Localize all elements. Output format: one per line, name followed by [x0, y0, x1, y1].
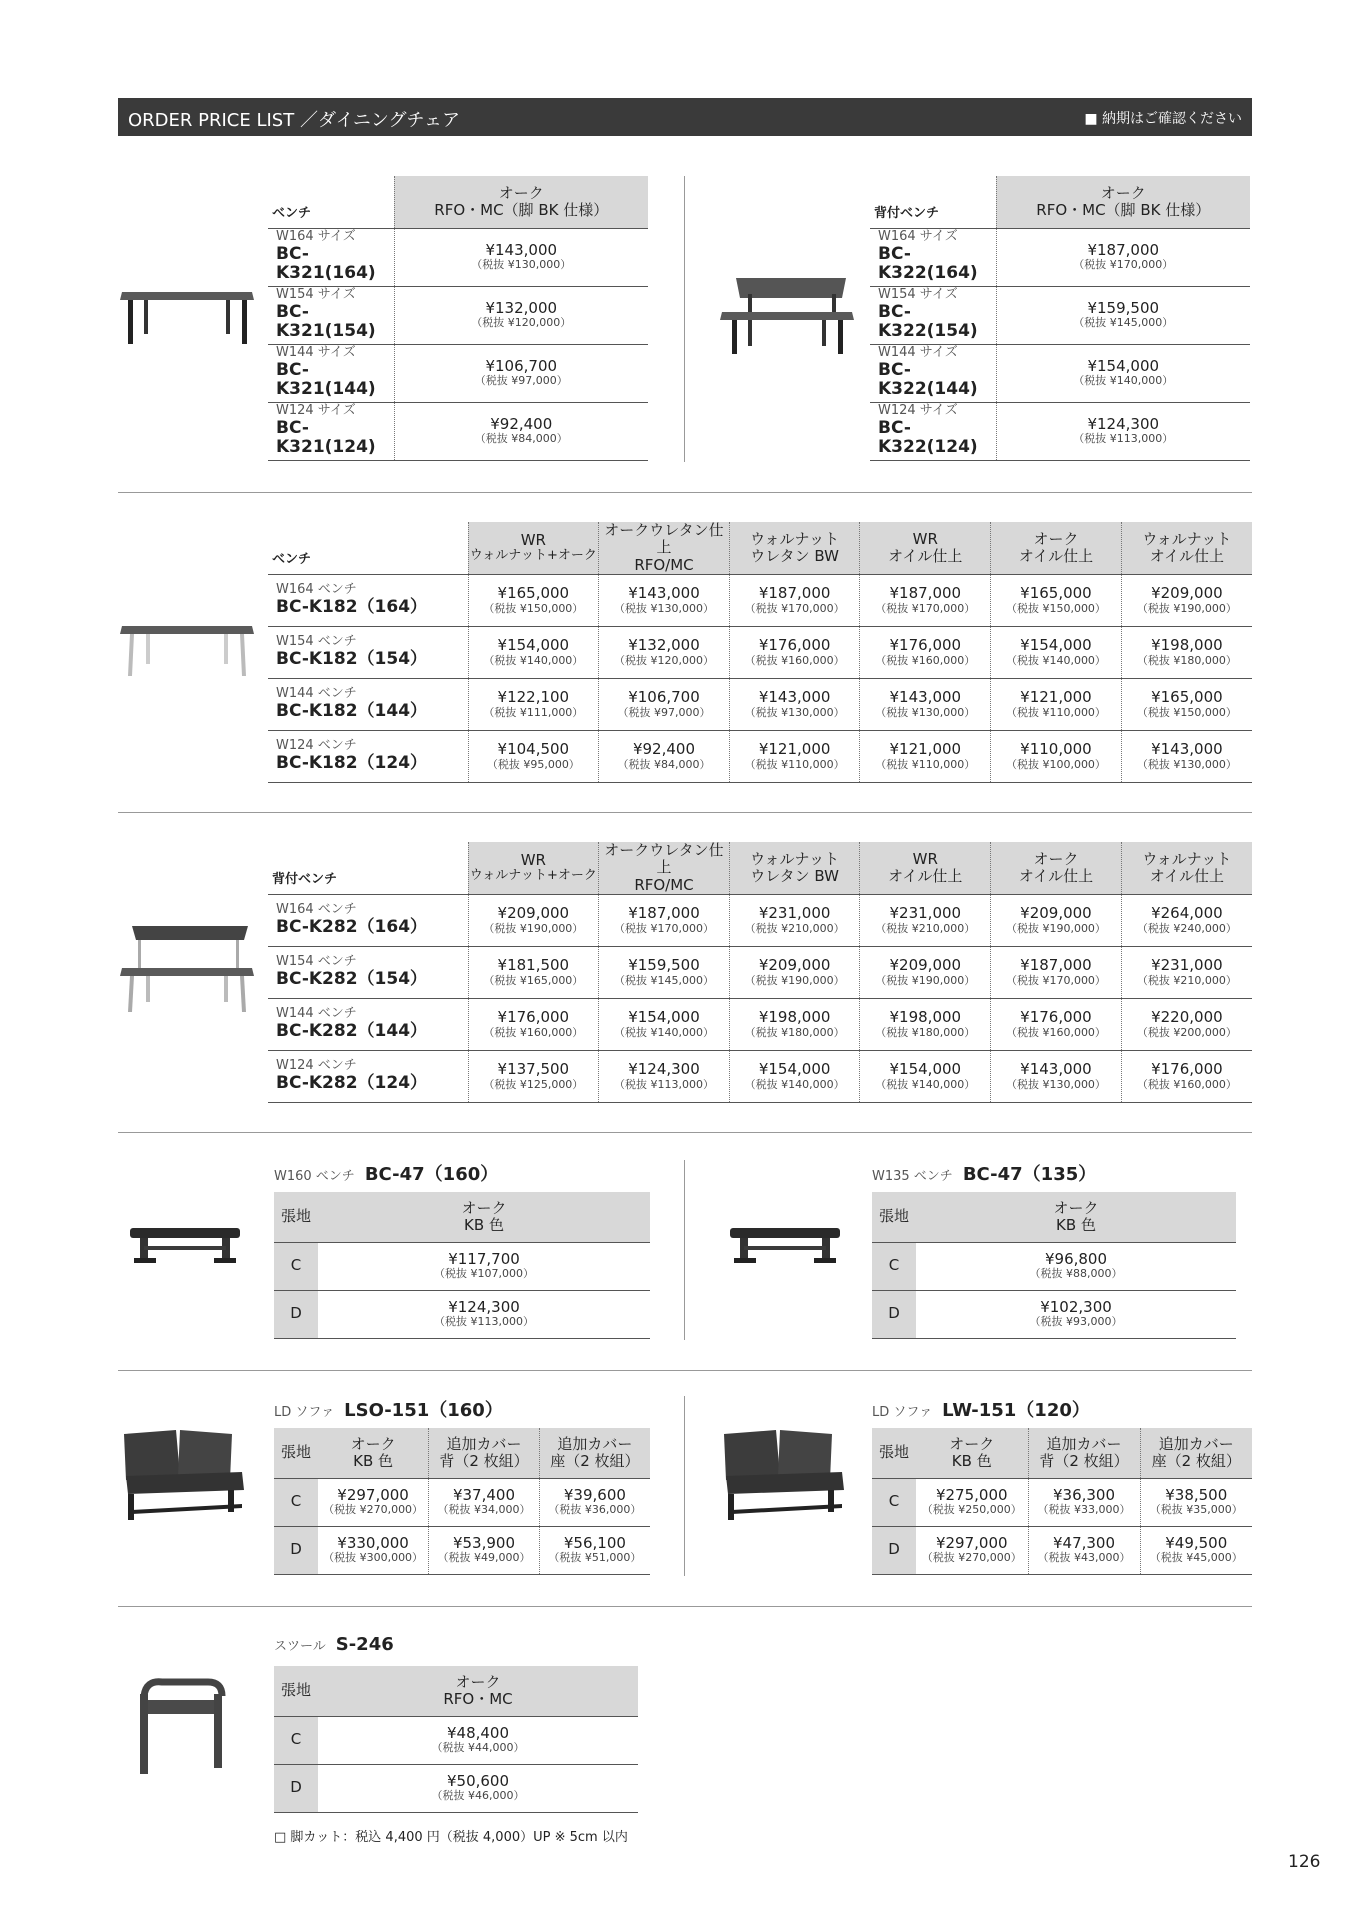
table-label: ベンチ [268, 176, 394, 228]
bench-image-bc-47-135 [726, 1222, 844, 1266]
price-table-lw-151: 張地 オーク KB 色 追加カバー 背（2 枚組） 追加カバー 座（2 枚組） C ¥275,000 （税抜 ¥250,000） ¥36,300 （税抜 ¥33,000） ¥38,500 （税抜 ¥35,000） D ¥297,000 （税抜 ¥270,000） ¥47,300 （税抜 ¥43,000） ¥49,500 （税抜 ¥45,000） [872, 1428, 1252, 1575]
column-header: オークウレタン仕上 RFO/MC [599, 522, 730, 574]
stool-image-s-246 [134, 1676, 234, 1776]
backrest-bench-image-bc-k322 [718, 272, 856, 356]
product-title-s-246: スツール S-246 [274, 1634, 394, 1655]
column-divider [684, 176, 685, 462]
table-row: D ¥102,300 （税抜 ¥93,000） [872, 1290, 1236, 1338]
price-table-s-246: 張地 オーク RFO・MC C ¥48,400 （税抜 ¥44,000） D ¥50,600 （税抜 ¥46,000） [274, 1666, 638, 1813]
column-header: 追加カバー 背（2 枚組） [1028, 1428, 1140, 1478]
column-header: ウォルナット オイル仕上 [1121, 842, 1252, 894]
table-row: W164 ベンチ BC-K282（164） ¥209,000 （税抜 ¥190,000） ¥187,000 （税抜 ¥170,000） ¥231,000 （税抜 ¥210,000） ¥231,000 （税抜 ¥210,000） ¥209,000 （税抜 ¥190,000） ¥264,000 （税抜 ¥240,000） [268, 894, 1252, 946]
sofa-image-lso-151 [118, 1426, 250, 1522]
column-divider [684, 1396, 685, 1576]
price-table-backrest-bench-bc-k322 [870, 176, 1250, 461]
table-label: ベンチ [268, 522, 468, 574]
page-number: 126 [1288, 1852, 1321, 1872]
table-row: C ¥48,400 （税抜 ¥44,000） [274, 1716, 638, 1764]
table-row: C ¥297,000 （税抜 ¥270,000） ¥37,400 （税抜 ¥34,000） ¥39,600 （税抜 ¥36,000） [274, 1478, 650, 1526]
table-row: W144 サイズ BC-K322(144) ¥154,000 （税抜 ¥140,000） [870, 344, 1250, 402]
table-row: C ¥117,700 （税抜 ¥107,000） [274, 1242, 650, 1290]
table-row: W154 サイズ BC-K322(154) ¥159,500 （税抜 ¥145,000） [870, 286, 1250, 344]
table-row: W124 ベンチ BC-K182（124） ¥104,500 （税抜 ¥95,000） ¥92,400 （税抜 ¥84,000） ¥121,000 （税抜 ¥110,000） ¥121,000 （税抜 ¥110,000） ¥110,000 （税抜 ¥100,000） ¥143,000 （税抜 ¥130,000） [268, 730, 1252, 782]
table-row: W164 サイズ BC-K321(164) ¥143,000 （税抜 ¥130,000） [268, 228, 648, 286]
column-header: 追加カバー 背（2 枚組） [429, 1428, 540, 1478]
column-header: ウォルナット ウレタン BW [729, 842, 860, 894]
column-header: WR ウォルナット+オーク [468, 522, 599, 574]
table-row: W154 ベンチ BC-K282（154） ¥181,500 （税抜 ¥165,000） ¥159,500 （税抜 ¥145,000） ¥209,000 （税抜 ¥190,000） ¥209,000 （税抜 ¥190,000） ¥187,000 （税抜 ¥170,000） ¥231,000 （税抜 ¥210,000） [268, 946, 1252, 998]
table-row: W164 ベンチ BC-K182（164） ¥165,000 （税抜 ¥150,000） ¥143,000 （税抜 ¥130,000） ¥187,000 （税抜 ¥170,000） ¥187,000 （税抜 ¥170,000） ¥165,000 （税抜 ¥150,000） ¥209,000 （税抜 ¥190,000） [268, 574, 1252, 626]
price-table-bc-47-160: 張地 オーク KB 色 C ¥117,700 （税抜 ¥107,000） D ¥124,300 （税抜 ¥113,000） [274, 1192, 650, 1339]
section-divider [118, 1132, 1252, 1133]
column-header: オーク KB 色 [916, 1428, 1028, 1478]
table-row: W124 サイズ BC-K321(124) ¥92,400 （税抜 ¥84,000） [268, 402, 648, 460]
table-row: C ¥275,000 （税抜 ¥250,000） ¥36,300 （税抜 ¥33,000） ¥38,500 （税抜 ¥35,000） [872, 1478, 1252, 1526]
price-table-bc-47-135: 張地 オーク KB 色 C ¥96,800 （税抜 ¥88,000） D ¥102,300 （税抜 ¥93,000） [872, 1192, 1236, 1339]
leg-cut-note: □ 脚カット：税込 4,400 円（税抜 4,000）UP ※ 5cm 以内 [274, 1830, 628, 1845]
delivery-note: ■ 納期はご確認ください [1084, 111, 1242, 127]
backrest-bench-image-bc-k282 [118, 920, 256, 1014]
bench-image-bc-k182 [118, 620, 256, 680]
column-divider [684, 1160, 685, 1340]
column-header: オーク オイル仕上 [991, 842, 1122, 894]
table-row: W124 サイズ BC-K322(124) ¥124,300 （税抜 ¥113,000） [870, 402, 1250, 460]
table-row: W154 ベンチ BC-K182（154） ¥154,000 （税抜 ¥140,000） ¥132,000 （税抜 ¥120,000） ¥176,000 （税抜 ¥160,000） ¥176,000 （税抜 ¥160,000） ¥154,000 （税抜 ¥140,000） ¥198,000 （税抜 ¥180,000） [268, 626, 1252, 678]
table-row: W144 ベンチ BC-K282（144） ¥176,000 （税抜 ¥160,000） ¥154,000 （税抜 ¥140,000） ¥198,000 （税抜 ¥180,000） ¥198,000 （税抜 ¥180,000） ¥176,000 （税抜 ¥160,000） ¥220,000 （税抜 ¥200,000） [268, 998, 1252, 1050]
product-title-lso-151: LD ソファ LSO-151（160） [274, 1400, 503, 1421]
bench-image-bc-47-160 [126, 1222, 244, 1266]
table-row: D ¥50,600 （税抜 ¥46,000） [274, 1764, 638, 1812]
price-table-bench-bc-k182 [268, 522, 1252, 783]
table-row: W154 サイズ BC-K321(154) ¥132,000 （税抜 ¥120,000） [268, 286, 648, 344]
column-header: 追加カバー 座（2 枚組） [1140, 1428, 1252, 1478]
table-row: W144 ベンチ BC-K182（144） ¥122,100 （税抜 ¥111,000） ¥106,700 （税抜 ¥97,000） ¥143,000 （税抜 ¥130,000） ¥143,000 （税抜 ¥130,000） ¥121,000 （税抜 ¥110,000） ¥165,000 （税抜 ¥150,000） [268, 678, 1252, 730]
section-divider [118, 1606, 1252, 1607]
product-title-bc-47-135: W135 ベンチ BC-47（135） [872, 1164, 1097, 1185]
column-header: WR オイル仕上 [860, 842, 991, 894]
price-table-backrest-bench-bc-k282 [268, 842, 1252, 1103]
table-row: D ¥330,000 （税抜 ¥300,000） ¥53,900 （税抜 ¥49,000） ¥56,100 （税抜 ¥51,000） [274, 1526, 650, 1574]
table-label: 背付ベンチ [870, 176, 996, 228]
column-header: 追加カバー 座（2 枚組） [539, 1428, 650, 1478]
page-title: ORDER PRICE LIST ／ダイニングチェア [128, 110, 460, 131]
column-header: オーク オイル仕上 [991, 522, 1122, 574]
column-header: オーク KB 色 [916, 1192, 1236, 1242]
section-divider [118, 1370, 1252, 1371]
column-header: オーク KB 色 [318, 1428, 429, 1478]
product-title-bc-47-160: W160 ベンチ BC-47（160） [274, 1164, 499, 1185]
column-header: ウォルナット オイル仕上 [1121, 522, 1252, 574]
product-title-lw-151: LD ソファ LW-151（120） [872, 1400, 1090, 1421]
table-row: W164 サイズ BC-K322(164) ¥187,000 （税抜 ¥170,000） [870, 228, 1250, 286]
table-row: D ¥124,300 （税抜 ¥113,000） [274, 1290, 650, 1338]
column-header: オーク KB 色 [318, 1192, 650, 1242]
table-row: W124 ベンチ BC-K282（124） ¥137,500 （税抜 ¥125,000） ¥124,300 （税抜 ¥113,000） ¥154,000 （税抜 ¥140,000） ¥154,000 （税抜 ¥140,000） ¥143,000 （税抜 ¥130,000） ¥176,000 （税抜 ¥160,000） [268, 1050, 1252, 1102]
section-divider [118, 492, 1252, 493]
table-row: W144 サイズ BC-K321(144) ¥106,700 （税抜 ¥97,000） [268, 344, 648, 402]
price-table-lso-151: 張地 オーク KB 色 追加カバー 背（2 枚組） 追加カバー 座（2 枚組） C ¥297,000 （税抜 ¥270,000） ¥37,400 （税抜 ¥34,000） ¥39,600 （税抜 ¥36,000） D ¥330,000 （税抜 ¥300,000） ¥53,900 （税抜 ¥49,000） ¥56,100 （税抜 ¥51,000） [274, 1428, 650, 1575]
sofa-image-lw-151 [718, 1426, 850, 1522]
table-row: D ¥297,000 （税抜 ¥270,000） ¥47,300 （税抜 ¥43,000） ¥49,500 （税抜 ¥45,000） [872, 1526, 1252, 1574]
table-label: 背付ベンチ [268, 842, 468, 894]
price-table-bench-bc-k321 [268, 176, 648, 461]
column-header: WR オイル仕上 [860, 522, 991, 574]
column-header: オーク RFO・MC [318, 1666, 638, 1716]
column-header: ウォルナット ウレタン BW [729, 522, 860, 574]
column-header: オーク RFO・MC（脚 BK 仕様） [394, 176, 648, 228]
column-header: オーク RFO・MC（脚 BK 仕様） [996, 176, 1250, 228]
column-header: WR ウォルナット+オーク [468, 842, 599, 894]
header-bar [118, 98, 1252, 136]
table-row: C ¥96,800 （税抜 ¥88,000） [872, 1242, 1236, 1290]
section-divider [118, 812, 1252, 813]
column-header: オークウレタン仕上 RFO/MC [599, 842, 730, 894]
bench-image-bc-k321 [118, 286, 256, 346]
